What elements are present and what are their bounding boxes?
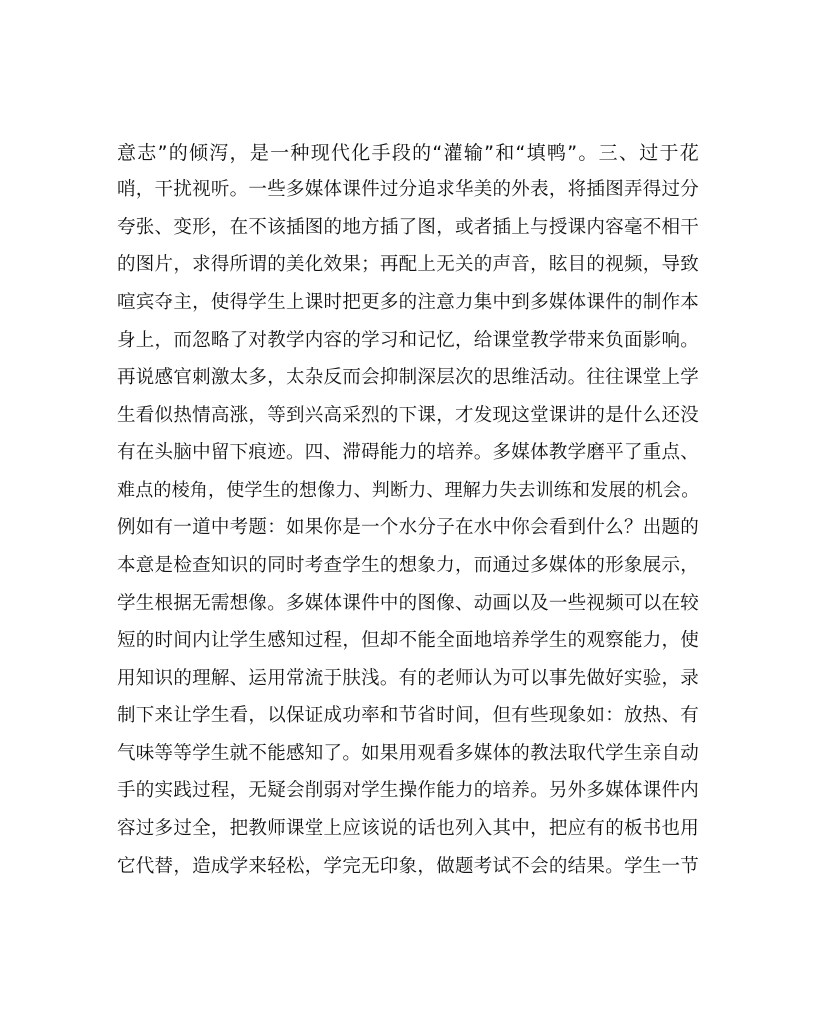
text-line-6: 身上，而忽略了对教学内容的学习和记忆，给课堂教学带来负面影响。: [117, 330, 699, 351]
text-line-18: 手的实践过程，无疑会削弱对学生操作能力的培养。另外多媒体课件内: [117, 780, 699, 801]
text-line-8: 生看似热情高涨，等到兴高采烈的下课，才发现这堂课讲的是什么还没: [117, 405, 699, 426]
text-line-4: 的图片，求得所谓的美化效果；再配上无关的声音，眩目的视频，导致: [117, 254, 699, 275]
text-line-14: 短的时间内让学生感知过程，但却不能全面地培养学生的观察能力，使: [117, 630, 699, 651]
text-line-11: 例如有一道中考题：如果你是一个水分子在水中你会看到什么？出题的: [117, 517, 699, 538]
text-line-7: 再说感官刺激太多，太杂反而会抑制深层次的思维活动。往往课堂上学: [117, 367, 699, 388]
text-line-15: 用知识的理解、运用常流于肤浅。有的老师认为可以事先做好实验，录: [117, 668, 699, 689]
text-line-19: 容过多过全，把教师课堂上应该说的话也列入其中，把应有的板书也用: [117, 818, 699, 839]
text-line-3: 夸张、变形，在不该插图的地方插了图，或者插上与授课内容毫不相干: [117, 217, 699, 238]
text-line-5: 喧宾夺主，使得学生上课时把更多的注意力集中到多媒体课件的制作本: [117, 292, 699, 313]
text-line-2: 哨，干扰视听。一些多媒体课件过分追求华美的外表，将插图弄得过分: [117, 179, 699, 200]
text-line-20: 它代替，造成学来轻松，学完无印象，做题考试不会的结果。学生一节: [117, 856, 699, 877]
text-line-12: 本意是检查知识的同时考查学生的想象力，而通过多媒体的形象展示，: [117, 555, 699, 576]
text-line-10: 难点的棱角，使学生的想像力、判断力、理解力失去训练和发展的机会。: [117, 480, 700, 501]
text-line-1: 意志”的倾泻，是一种现代化手段的“灌输”和“填鸭”。三、过于花: [117, 142, 699, 164]
text-line-16: 制下来让学生看，以保证成功率和节省时间，但有些现象如：放热、有: [117, 705, 699, 726]
text-line-17: 气味等等学生就不能感知了。如果用观看多媒体的教法取代学生亲自动: [117, 743, 699, 764]
text-line-9: 有在头脑中留下痕迹。四、滞碍能力的培养。多媒体教学磨平了重点、: [117, 442, 699, 463]
text-line-13: 学生根据无需想像。多媒体课件中的图像、动画以及一些视频可以在较: [117, 593, 699, 614]
